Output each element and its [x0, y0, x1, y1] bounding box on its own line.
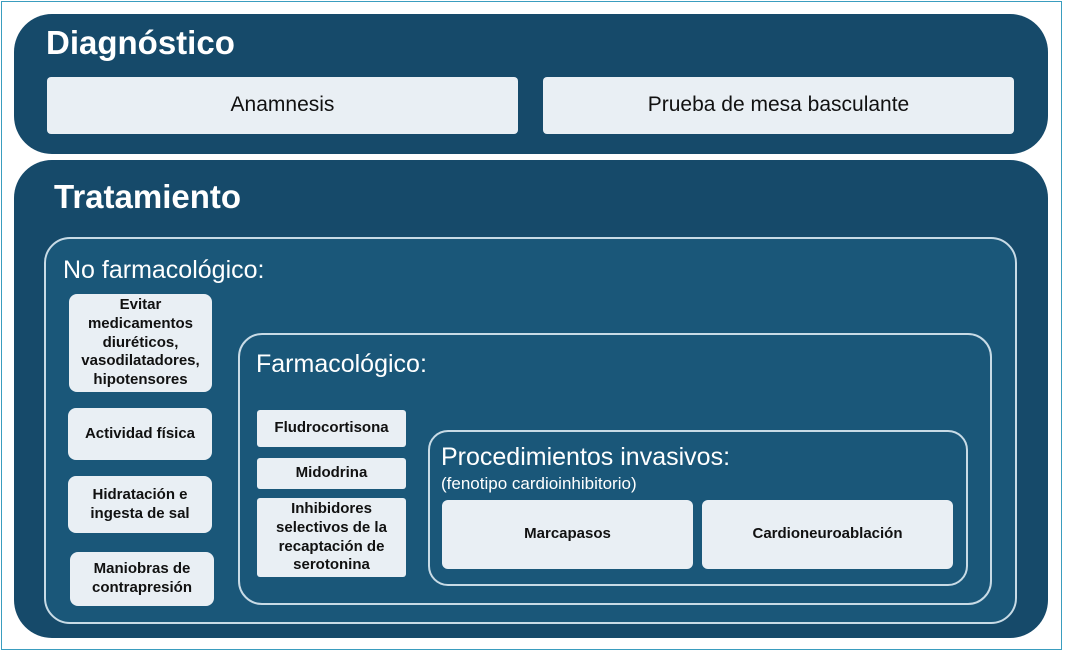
diagnostico-title: Diagnóstico [46, 24, 235, 61]
procedimientos-sublabel: (fenotipo cardioinhibitorio) [441, 474, 637, 493]
farmacologico-label: Farmacológico: [256, 350, 427, 378]
marcapasos-box: Marcapasos [442, 500, 693, 569]
procedimientos-label: Procedimientos invasivos: [441, 443, 731, 471]
fludrocortisona-box: Fludrocortisona [257, 410, 406, 447]
evitar-medicamentos-box: Evitar medicamentos diuréticos, vasodilatadores, hipotensores [69, 294, 212, 392]
isrs-box: Inhibidores selectivos de la recaptación de serotonina [257, 498, 406, 577]
cardioneuroablacion-box: Cardioneuroablación [702, 500, 953, 569]
midodrina-box: Midodrina [257, 458, 406, 489]
hidratacion-box: Hidratación e ingesta de sal [68, 476, 212, 533]
actividad-fisica-box: Actividad física [68, 408, 212, 460]
anamnesis-box: Anamnesis [47, 77, 518, 134]
no-farmacologico-label: No farmacológico: [63, 256, 265, 284]
maniobras-contrapresion-box: Maniobras de contrapresión [70, 552, 214, 606]
tratamiento-title: Tratamiento [54, 178, 242, 215]
prueba-mesa-basculante-box: Prueba de mesa basculante [543, 77, 1014, 134]
